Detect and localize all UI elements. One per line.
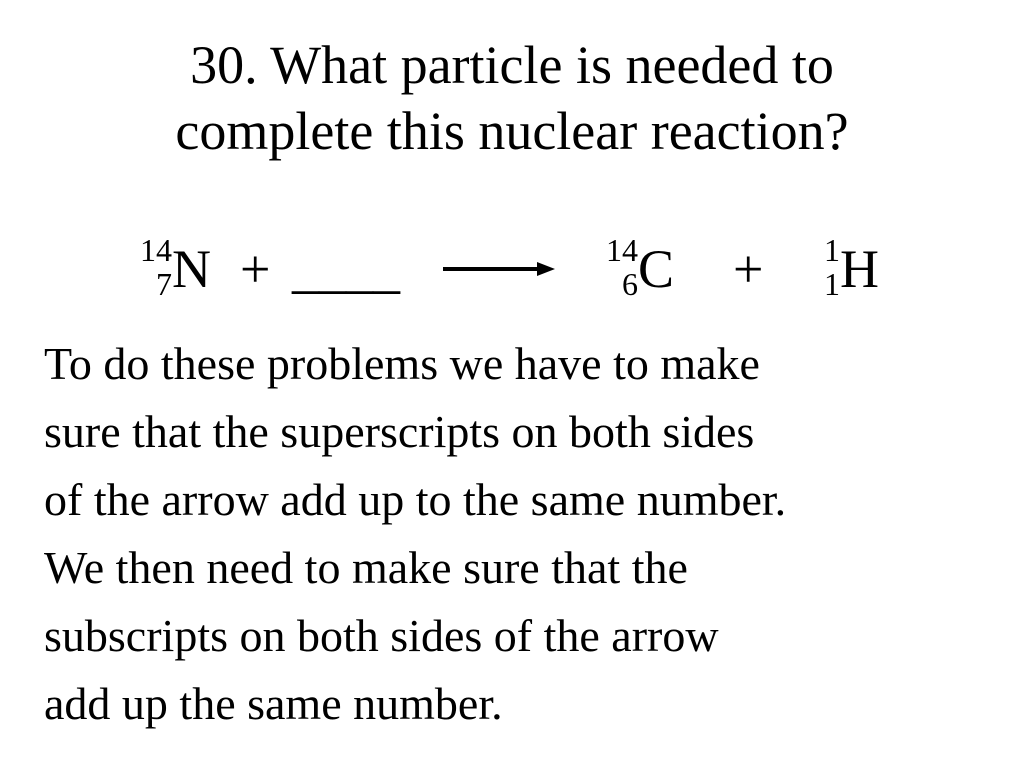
explanation-text (44, 330, 1004, 738)
explanation-line-2: sure that the superscripts on both sides (44, 406, 755, 457)
reactant-scripts (120, 232, 172, 302)
product-2-scripts (802, 232, 840, 302)
plus-sign-2: + (733, 239, 764, 299)
explanation-line-1: To do these problems we have to make (44, 338, 760, 389)
arrow-right-icon (443, 262, 555, 276)
nuclear-equation (0, 232, 1024, 308)
reactant-mass-number: 14 (140, 232, 172, 268)
product-2-nuclide (802, 232, 879, 302)
reactant-atomic-number: 7 (156, 266, 172, 302)
product-1-nuclide (600, 232, 675, 302)
title-line-2: complete this nuclear reaction? (175, 101, 849, 161)
explanation-line-6: add up the same number. (44, 678, 503, 729)
product-2-symbol: H (840, 239, 879, 299)
product-1-mass-number: 14 (606, 232, 638, 268)
product-1-scripts (600, 232, 638, 302)
product-1-atomic-number: 6 (622, 266, 638, 302)
explanation-line-4: We then need to make sure that the (44, 542, 688, 593)
explanation-line-3: of the arrow add up to the same number. (44, 474, 787, 525)
product-1-symbol: C (638, 239, 675, 299)
product-2-atomic-number: 1 (824, 266, 840, 302)
reactant-nuclide (120, 232, 211, 302)
missing-particle-blank: ____ (292, 239, 400, 299)
explanation-line-5: subscripts on both sides of the arrow (44, 610, 719, 661)
product-2-mass-number: 1 (824, 232, 840, 268)
plus-sign-1: + (240, 239, 271, 299)
reactant-symbol: N (172, 239, 211, 299)
title-line-1: 30. What particle is needed to (190, 35, 834, 95)
slide-title (0, 32, 1024, 164)
